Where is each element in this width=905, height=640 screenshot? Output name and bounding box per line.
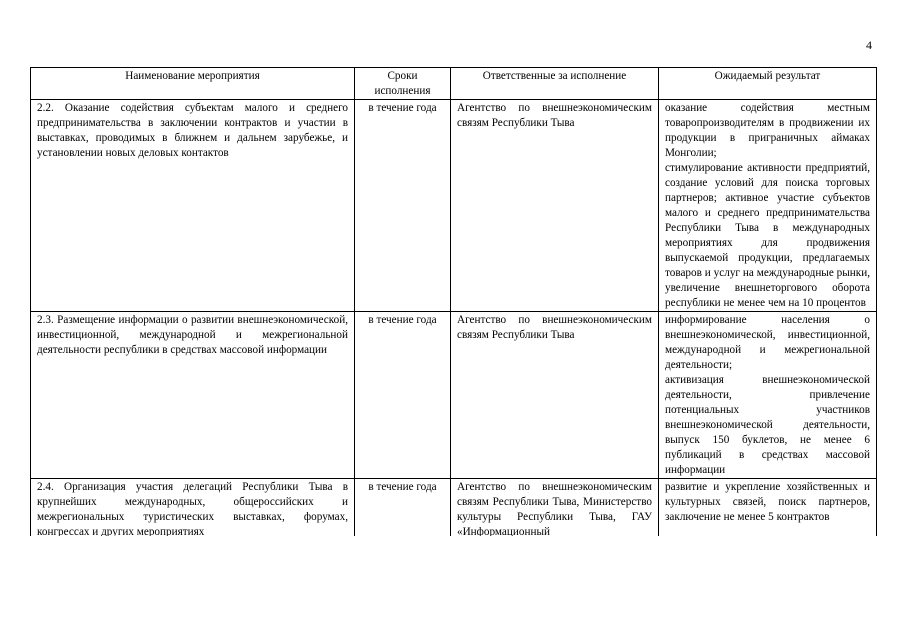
header-deadlines: Сроки исполнения <box>355 68 451 100</box>
expected-result-cell <box>659 100 877 312</box>
responsible-cell: Агентство по внешнеэкономическим связям Республики Тыва <box>451 100 659 312</box>
responsible-text: Агентство по внешнеэкономическим связям Республики Тыва, Министерство культуры Республики Тыва, ГАУ «Информационный <box>457 481 652 536</box>
responsible-cell: Агентство по внешнеэкономическим связям Республики Тыва <box>451 312 659 479</box>
table-row <box>31 479 877 537</box>
table-header-row <box>31 68 877 100</box>
page-number: 4 <box>866 38 872 52</box>
header-responsible: Ответственные за исполнение <box>451 68 659 100</box>
result-item: информирование населения о внешнеэкономической, инвестиционной, международной и межрегиональной деятельности; <box>665 314 870 371</box>
result-item: активизация внешнеэкономической деятельности, привлечение потенциальных участников внешнеэкономической деятельности, выпуск 150 буклетов, не менее 6 публикаций в средствах массовой информации <box>665 374 870 476</box>
deadline-text: в течение года <box>368 481 437 493</box>
deadline-cell: в течение года <box>355 100 451 312</box>
expected-result-cell <box>659 479 877 537</box>
measure-name-cell <box>31 479 355 537</box>
measure-name-text: 2.4. Организация участия делегаций Республики Тыва в крупнейших международных, общероссийских и межрегиональных туристических выставках, форумах, конгрессах и других мероприятиях <box>37 481 348 536</box>
result-item: оказание содействия местным товаропроизводителям в продвижении их продукции в приграничных аймаках Монголии; <box>665 102 870 159</box>
header-expected-result: Ожидаемый результат <box>659 68 877 100</box>
table-row <box>31 312 877 479</box>
deadline-cell <box>355 479 451 537</box>
deadline-cell: в течение года <box>355 312 451 479</box>
header-measure-name: Наименование мероприятия <box>31 68 355 100</box>
result-item: развитие и укрепление хозяйственных и культурных связей, поиск партнеров, заключение не менее 5 контрактов <box>665 481 870 523</box>
measures-table <box>30 67 877 536</box>
measure-name-cell: 2.3. Размещение информации о развитии внешнеэкономической, инвестиционной, международной и межрегиональной деятельности республики в средствах массовой информации <box>31 312 355 479</box>
measure-name-cell: 2.2. Оказание содействия субъектам малого и среднего предпринимательства в заключении контрактов и участии в выставках, проводимых в ближнем и дальнем зарубежье, и установлении новых деловых контактов <box>31 100 355 312</box>
responsible-cell <box>451 479 659 537</box>
result-item: стимулирование активности предприятий, создание условий для поиска торговых партнеров; активное участие субъектов малого и среднего предпринимательства Республики Тыва в международных мероприятиях для продвижения выпускаемой продукции, предлагаемых товаров и услуг на международные рынки, увеличение внешнеторгового оборота республики не менее чем на 10 процентов <box>665 162 870 309</box>
table-row <box>31 100 877 312</box>
expected-result-cell <box>659 312 877 479</box>
